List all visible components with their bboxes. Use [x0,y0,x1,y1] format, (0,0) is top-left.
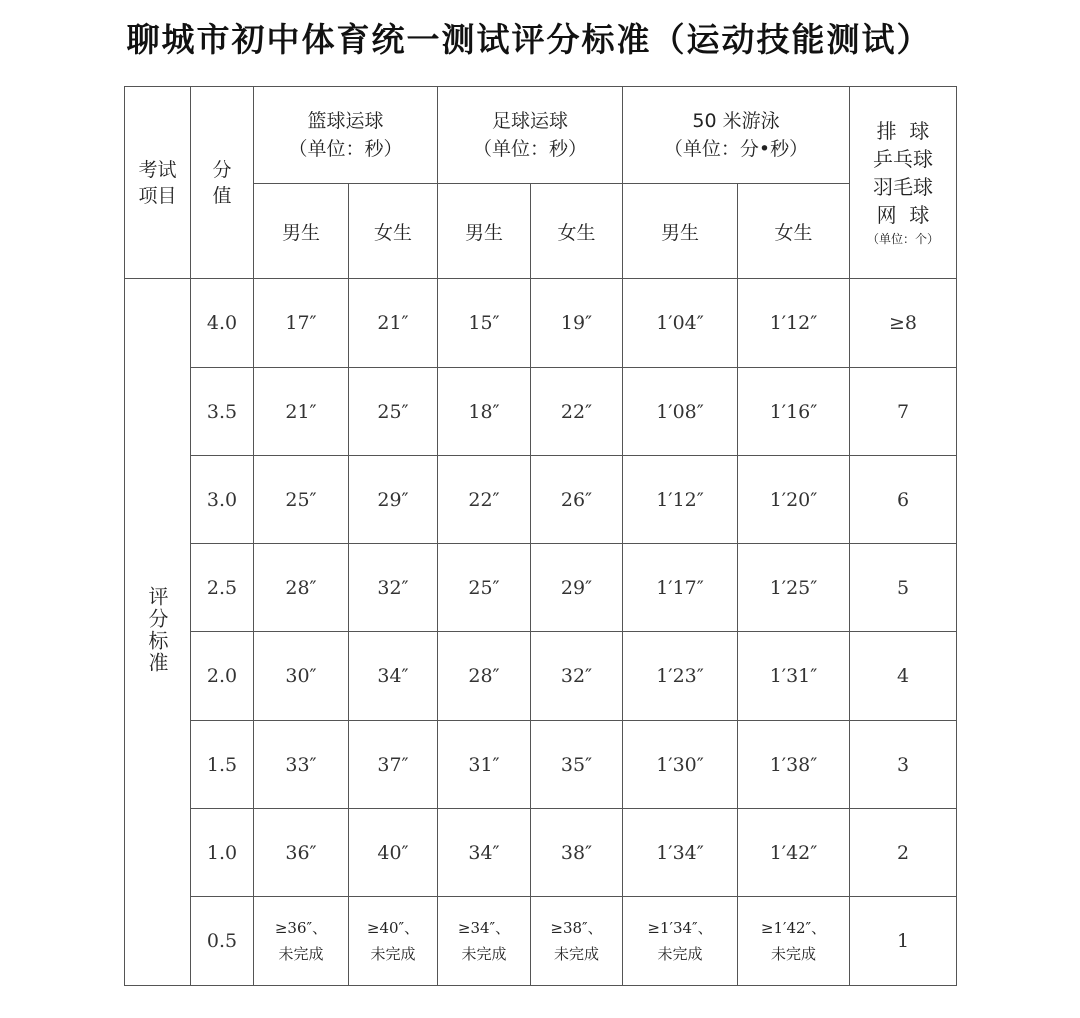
score-cell: 0.5 [191,897,254,986]
table-cell: 1′30″ [623,721,738,809]
table-cell: 40″ [349,809,438,897]
table-row [125,897,957,986]
table-cell: 21″ [349,279,438,368]
table-cell: ≥34″、 未完成 [438,897,531,986]
ball-cell: 7 [850,368,957,456]
table-cell: 32″ [349,544,438,632]
table-cell: 37″ [349,721,438,809]
table-cell: 25″ [438,544,531,632]
page-title: 聊城市初中体育统一测试评分标准（运动技能测试） [126,20,932,59]
ball-cell: 5 [850,544,957,632]
ball-cell: 3 [850,721,957,809]
table-cell: 30″ [254,632,349,721]
table-row [125,368,957,456]
ball-cell: 4 [850,632,957,721]
scoring-standard-label: 评分标准 [125,279,191,986]
table-cell: ≥1′42″、 未完成 [738,897,850,986]
table-cell: 1′42″ [738,809,850,897]
table-cell: 36″ [254,809,349,897]
score-cell: 4.0 [191,279,254,368]
table-cell: 29″ [531,544,623,632]
table-row [125,544,957,632]
table-cell: 38″ [531,809,623,897]
table-cell: 34″ [349,632,438,721]
table-cell: 26″ [531,456,623,544]
table-cell: 1′12″ [623,456,738,544]
table-row [125,809,957,897]
swimming-header: 50 米游泳 （单位：分•秒） [623,87,850,184]
table-cell: 1′16″ [738,368,850,456]
ball-cell: 1 [850,897,957,986]
ball-cell: 6 [850,456,957,544]
table-cell: 1′17″ [623,544,738,632]
table-cell: 17″ [254,279,349,368]
table-cell: 28″ [254,544,349,632]
score-cell: 1.0 [191,809,254,897]
football-header: 足球运球 （单位：秒） [438,87,623,184]
table-cell: 19″ [531,279,623,368]
score-cell: 2.0 [191,632,254,721]
table-cell: 22″ [438,456,531,544]
exam-item-header: 考试 项目 [125,87,191,279]
table-cell: 1′31″ [738,632,850,721]
score-cell: 2.5 [191,544,254,632]
table-cell: 1′08″ [623,368,738,456]
table-cell: 33″ [254,721,349,809]
table-cell: ≥1′34″、 未完成 [623,897,738,986]
basketball-female-header: 女生 [349,184,438,279]
table-cell: 1′38″ [738,721,850,809]
ball-cell: 2 [850,809,957,897]
table-cell: 34″ [438,809,531,897]
ball-cell: ≥8 [850,279,957,368]
table-cell: 32″ [531,632,623,721]
table-cell: 1′34″ [623,809,738,897]
table-cell: 22″ [531,368,623,456]
score-cell: 3.0 [191,456,254,544]
score-cell: 1.5 [191,721,254,809]
table-cell: 31″ [438,721,531,809]
table-cell: 1′12″ [738,279,850,368]
table-cell: 25″ [254,456,349,544]
table-row [125,632,957,721]
table-cell: 25″ [349,368,438,456]
scoring-table [124,86,957,986]
table-cell: 28″ [438,632,531,721]
table-cell: 15″ [438,279,531,368]
table-row [125,456,957,544]
table-cell: 1′20″ [738,456,850,544]
table-cell: 1′25″ [738,544,850,632]
football-female-header: 女生 [531,184,623,279]
score-cell: 3.5 [191,368,254,456]
table-cell: 29″ [349,456,438,544]
table-cell: 21″ [254,368,349,456]
table-cell: 1′23″ [623,632,738,721]
table-row [125,279,957,368]
table-cell: ≥36″、 未完成 [254,897,349,986]
table-cell: 1′04″ [623,279,738,368]
swimming-male-header: 男生 [623,184,738,279]
basketball-header: 篮球运球 （单位：秒） [254,87,438,184]
table-row [125,721,957,809]
table-cell: ≥40″、 未完成 [349,897,438,986]
ball-sports-header: 排 球 乒乓球 羽毛球 网 球 （单位：个） [850,87,957,279]
basketball-male-header: 男生 [254,184,349,279]
table-cell: 18″ [438,368,531,456]
score-header: 分 值 [191,87,254,279]
football-male-header: 男生 [438,184,531,279]
swimming-female-header: 女生 [738,184,850,279]
table-cell: ≥38″、 未完成 [531,897,623,986]
table-cell: 35″ [531,721,623,809]
